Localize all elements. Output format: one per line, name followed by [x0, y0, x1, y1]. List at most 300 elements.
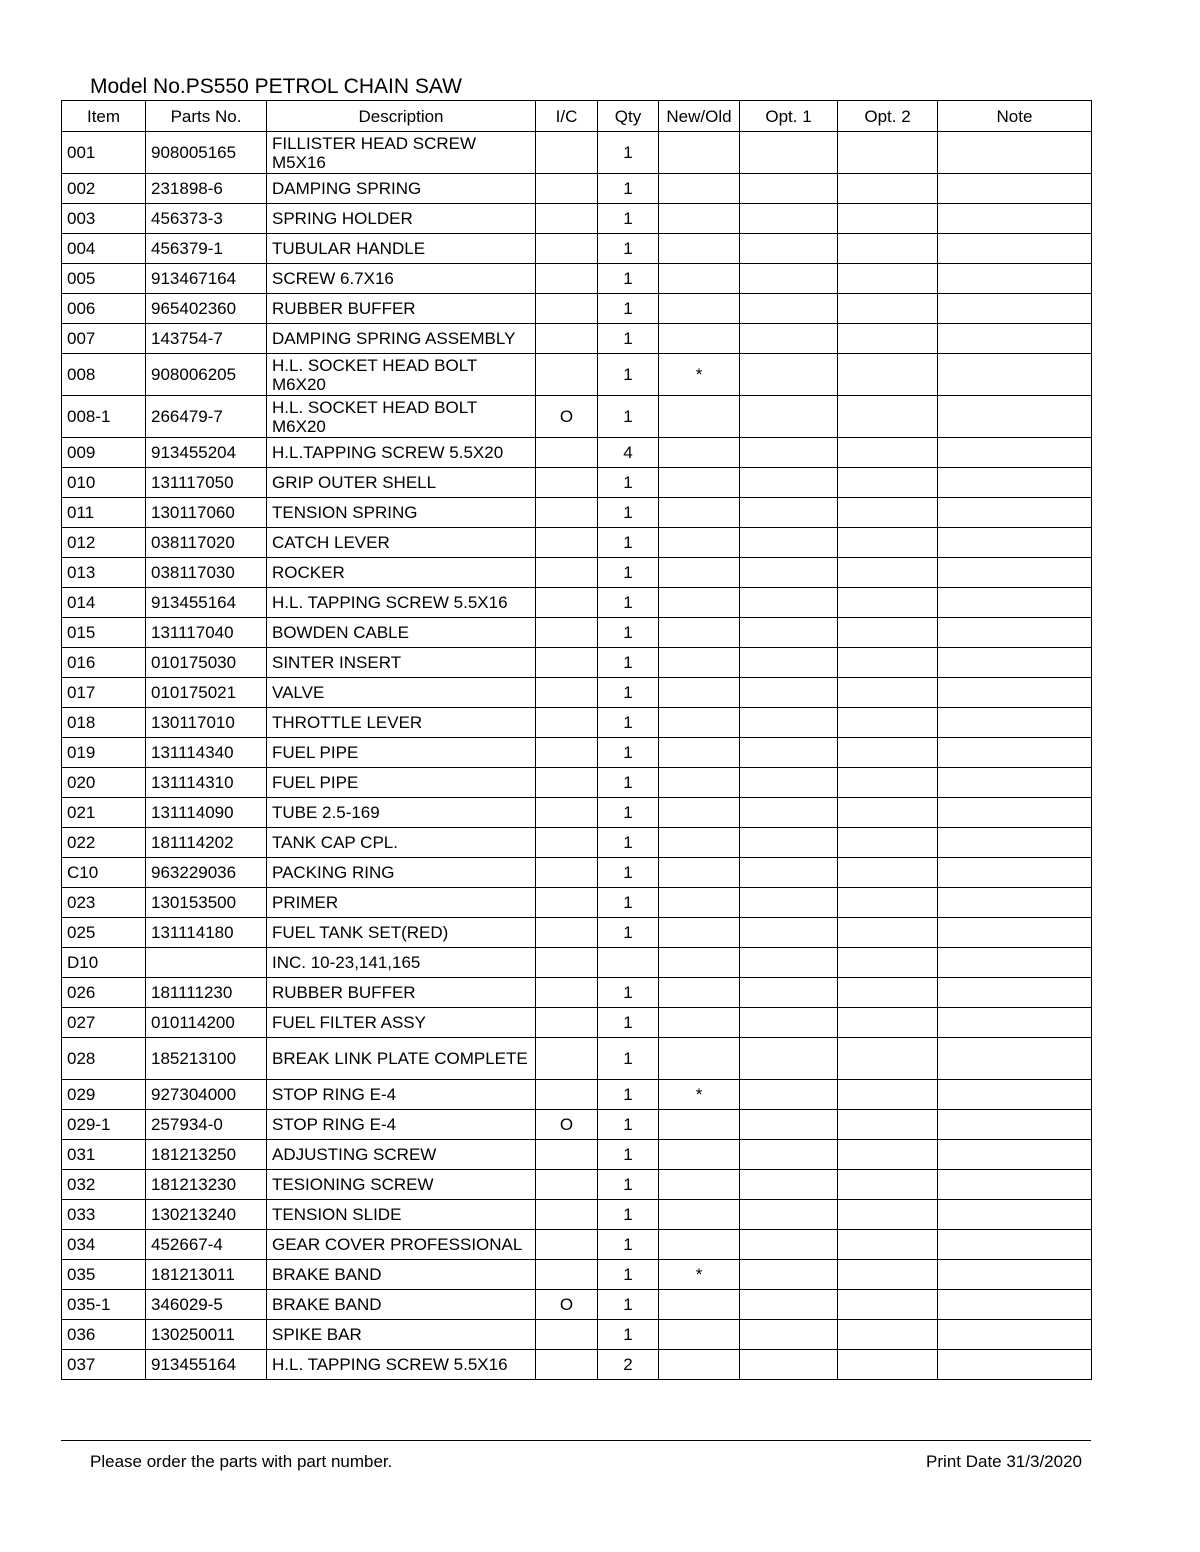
part-number-cell: 908005165	[146, 132, 267, 174]
opt2-cell	[838, 708, 938, 738]
table-row	[62, 1230, 1092, 1260]
description-cell: FUEL PIPE	[267, 738, 536, 768]
ic-cell	[536, 1080, 598, 1110]
ic-cell	[536, 828, 598, 858]
ic-cell	[536, 498, 598, 528]
ic-cell	[536, 798, 598, 828]
ic-cell	[536, 174, 598, 204]
note-cell	[938, 1080, 1092, 1110]
part-number-cell: 927304000	[146, 1080, 267, 1110]
ic-cell	[536, 324, 598, 354]
opt2-cell	[838, 1290, 938, 1320]
note-cell	[938, 324, 1092, 354]
description-cell: PACKING RING	[267, 858, 536, 888]
item-cell: 013	[62, 558, 146, 588]
new-old-cell	[659, 648, 740, 678]
part-number-cell: 456379-1	[146, 234, 267, 264]
opt2-cell	[838, 1260, 938, 1290]
description-cell: GEAR COVER PROFESSIONAL	[267, 1230, 536, 1260]
qty-cell: 1	[598, 798, 659, 828]
part-number-cell: 143754-7	[146, 324, 267, 354]
qty-cell: 1	[598, 558, 659, 588]
ic-cell	[536, 588, 598, 618]
part-number-cell: 130250011	[146, 1320, 267, 1350]
table-row	[62, 132, 1092, 174]
part-number-cell: 131117050	[146, 468, 267, 498]
ic-cell	[536, 558, 598, 588]
description-cell: H.L. TAPPING SCREW 5.5X16	[267, 588, 536, 618]
note-cell	[938, 588, 1092, 618]
table-row	[62, 708, 1092, 738]
note-cell	[938, 618, 1092, 648]
qty-cell: 1	[598, 294, 659, 324]
opt1-cell	[740, 1038, 838, 1080]
opt2-cell	[838, 204, 938, 234]
item-cell: 017	[62, 678, 146, 708]
table-row	[62, 528, 1092, 558]
description-cell: VALVE	[267, 678, 536, 708]
table-row	[62, 294, 1092, 324]
opt2-cell	[838, 588, 938, 618]
table-row	[62, 888, 1092, 918]
opt1-cell	[740, 1170, 838, 1200]
opt2-cell	[838, 1140, 938, 1170]
opt1-cell	[740, 618, 838, 648]
opt1-cell	[740, 204, 838, 234]
qty-cell: 1	[598, 1110, 659, 1140]
qty-cell: 1	[598, 918, 659, 948]
new-old-cell	[659, 468, 740, 498]
opt2-cell	[838, 1038, 938, 1080]
print-date: Print Date 31/3/2020	[926, 1452, 1082, 1471]
ic-cell	[536, 1200, 598, 1230]
note-cell	[938, 828, 1092, 858]
opt1-cell	[740, 858, 838, 888]
description-cell: RUBBER BUFFER	[267, 294, 536, 324]
ic-cell	[536, 858, 598, 888]
qty-cell: 1	[598, 528, 659, 558]
opt2-cell	[838, 174, 938, 204]
table-header-row	[62, 101, 1092, 132]
opt2-cell	[838, 948, 938, 978]
opt2-cell	[838, 1320, 938, 1350]
description-cell: FILLISTER HEAD SCREW M5X16	[267, 132, 536, 174]
opt1-cell	[740, 234, 838, 264]
opt2-cell	[838, 1110, 938, 1140]
item-cell: 020	[62, 768, 146, 798]
part-number-cell: 181111230	[146, 978, 267, 1008]
part-number-cell: 131114310	[146, 768, 267, 798]
qty-cell: 1	[598, 888, 659, 918]
opt2-cell	[838, 498, 938, 528]
opt1-cell	[740, 708, 838, 738]
description-cell: INC. 10-23,141,165	[267, 948, 536, 978]
opt2-cell	[838, 294, 938, 324]
note-cell	[938, 648, 1092, 678]
opt1-cell	[740, 498, 838, 528]
item-cell: C10	[62, 858, 146, 888]
item-cell: 027	[62, 1008, 146, 1038]
item-cell: D10	[62, 948, 146, 978]
note-cell	[938, 798, 1092, 828]
description-cell: STOP RING E-4	[267, 1080, 536, 1110]
note-cell	[938, 438, 1092, 468]
item-cell: 029-1	[62, 1110, 146, 1140]
item-cell: 034	[62, 1230, 146, 1260]
part-number-cell: 130117010	[146, 708, 267, 738]
ic-cell	[536, 264, 598, 294]
part-number-cell: 181213230	[146, 1170, 267, 1200]
description-cell: H.L.TAPPING SCREW 5.5X20	[267, 438, 536, 468]
new-old-cell: *	[659, 1260, 740, 1290]
qty-cell: 1	[598, 234, 659, 264]
new-old-cell	[659, 588, 740, 618]
note-cell	[938, 234, 1092, 264]
part-number-cell: 131117040	[146, 618, 267, 648]
qty-cell: 1	[598, 708, 659, 738]
qty-cell: 1	[598, 678, 659, 708]
part-number-cell: 010175021	[146, 678, 267, 708]
description-cell: FUEL PIPE	[267, 768, 536, 798]
description-cell: FUEL TANK SET(RED)	[267, 918, 536, 948]
column-header-description: Description	[267, 101, 536, 132]
note-cell	[938, 1038, 1092, 1080]
opt1-cell	[740, 1200, 838, 1230]
note-cell	[938, 1320, 1092, 1350]
item-cell: 021	[62, 798, 146, 828]
ic-cell	[536, 1260, 598, 1290]
note-cell	[938, 1110, 1092, 1140]
note-cell	[938, 678, 1092, 708]
description-cell: TANK CAP CPL.	[267, 828, 536, 858]
new-old-cell	[659, 948, 740, 978]
item-cell: 018	[62, 708, 146, 738]
table-row	[62, 324, 1092, 354]
ic-cell	[536, 978, 598, 1008]
description-cell: TUBULAR HANDLE	[267, 234, 536, 264]
ic-cell	[536, 1170, 598, 1200]
column-header-opt2: Opt. 2	[838, 101, 938, 132]
note-cell	[938, 174, 1092, 204]
table-row	[62, 588, 1092, 618]
column-header-opt1: Opt. 1	[740, 101, 838, 132]
opt1-cell	[740, 918, 838, 948]
opt1-cell	[740, 264, 838, 294]
description-cell: RUBBER BUFFER	[267, 978, 536, 1008]
qty-cell: 1	[598, 618, 659, 648]
description-cell: BREAK LINK PLATE COMPLETE	[267, 1038, 536, 1080]
ic-cell	[536, 618, 598, 648]
new-old-cell	[659, 498, 740, 528]
ic-cell	[536, 354, 598, 396]
item-cell: 002	[62, 174, 146, 204]
opt1-cell	[740, 678, 838, 708]
opt2-cell	[838, 438, 938, 468]
column-header-parts-no: Parts No.	[146, 101, 267, 132]
item-cell: 019	[62, 738, 146, 768]
opt2-cell	[838, 1350, 938, 1380]
qty-cell: 1	[598, 1320, 659, 1350]
description-cell: THROTTLE LEVER	[267, 708, 536, 738]
opt2-cell	[838, 888, 938, 918]
note-cell	[938, 1170, 1092, 1200]
item-cell: 008	[62, 354, 146, 396]
note-cell	[938, 858, 1092, 888]
new-old-cell	[659, 1110, 740, 1140]
note-cell	[938, 768, 1092, 798]
description-cell: SPIKE BAR	[267, 1320, 536, 1350]
opt1-cell	[740, 132, 838, 174]
ic-cell	[536, 948, 598, 978]
part-number-cell: 913455164	[146, 588, 267, 618]
column-header-ic: I/C	[536, 101, 598, 132]
table-row	[62, 858, 1092, 888]
table-row	[62, 204, 1092, 234]
opt1-cell	[740, 1080, 838, 1110]
opt1-cell	[740, 1320, 838, 1350]
description-cell: BRAKE BAND	[267, 1290, 536, 1320]
item-cell: 029	[62, 1080, 146, 1110]
parts-table	[61, 100, 1092, 1380]
table-row	[62, 1350, 1092, 1380]
qty-cell: 1	[598, 1170, 659, 1200]
description-cell: SCREW 6.7X16	[267, 264, 536, 294]
opt1-cell	[740, 1350, 838, 1380]
ic-cell	[536, 768, 598, 798]
new-old-cell	[659, 324, 740, 354]
opt1-cell	[740, 798, 838, 828]
qty-cell: 1	[598, 468, 659, 498]
table-row	[62, 678, 1092, 708]
note-cell	[938, 918, 1092, 948]
description-cell: TESIONING SCREW	[267, 1170, 536, 1200]
part-number-cell: 181114202	[146, 828, 267, 858]
item-cell: 023	[62, 888, 146, 918]
column-header-note: Note	[938, 101, 1092, 132]
new-old-cell	[659, 1230, 740, 1260]
opt2-cell	[838, 528, 938, 558]
note-cell	[938, 948, 1092, 978]
qty-cell: 1	[598, 498, 659, 528]
table-row	[62, 648, 1092, 678]
new-old-cell	[659, 174, 740, 204]
table-row	[62, 354, 1092, 396]
ic-cell	[536, 1038, 598, 1080]
part-number-cell: 257934-0	[146, 1110, 267, 1140]
ic-cell	[536, 294, 598, 324]
item-cell: 025	[62, 918, 146, 948]
note-cell	[938, 1350, 1092, 1380]
new-old-cell	[659, 858, 740, 888]
opt1-cell	[740, 1110, 838, 1140]
qty-cell: 1	[598, 354, 659, 396]
ic-cell	[536, 738, 598, 768]
opt2-cell	[838, 468, 938, 498]
description-cell: SINTER INSERT	[267, 648, 536, 678]
item-cell: 026	[62, 978, 146, 1008]
part-number-cell: 130117060	[146, 498, 267, 528]
description-cell: DAMPING SPRING ASSEMBLY	[267, 324, 536, 354]
item-cell: 032	[62, 1170, 146, 1200]
qty-cell: 4	[598, 438, 659, 468]
item-cell: 035-1	[62, 1290, 146, 1320]
note-cell	[938, 1200, 1092, 1230]
opt2-cell	[838, 738, 938, 768]
item-cell: 028	[62, 1038, 146, 1080]
table-row	[62, 1008, 1092, 1038]
table-row	[62, 234, 1092, 264]
ic-cell	[536, 1350, 598, 1380]
table-row	[62, 1290, 1092, 1320]
table-row	[62, 1320, 1092, 1350]
opt2-cell	[838, 1200, 938, 1230]
qty-cell: 1	[598, 1290, 659, 1320]
new-old-cell	[659, 618, 740, 648]
new-old-cell	[659, 918, 740, 948]
new-old-cell	[659, 978, 740, 1008]
note-cell	[938, 558, 1092, 588]
ic-cell	[536, 204, 598, 234]
new-old-cell	[659, 294, 740, 324]
ic-cell	[536, 1140, 598, 1170]
qty-cell: 1	[598, 768, 659, 798]
opt2-cell	[838, 354, 938, 396]
note-cell	[938, 1008, 1092, 1038]
ic-cell	[536, 468, 598, 498]
table-row	[62, 1170, 1092, 1200]
new-old-cell	[659, 708, 740, 738]
new-old-cell: *	[659, 1080, 740, 1110]
item-cell: 009	[62, 438, 146, 468]
item-cell: 001	[62, 132, 146, 174]
part-number-cell: 181213011	[146, 1260, 267, 1290]
note-cell	[938, 1230, 1092, 1260]
qty-cell: 1	[598, 1008, 659, 1038]
description-cell: H.L. TAPPING SCREW 5.5X16	[267, 1350, 536, 1380]
item-cell: 012	[62, 528, 146, 558]
qty-cell: 1	[598, 264, 659, 294]
item-cell: 003	[62, 204, 146, 234]
part-number-cell: 038117030	[146, 558, 267, 588]
table-row	[62, 498, 1092, 528]
opt1-cell	[740, 1008, 838, 1038]
opt2-cell	[838, 1008, 938, 1038]
part-number-cell: 181213250	[146, 1140, 267, 1170]
table-row	[62, 828, 1092, 858]
opt2-cell	[838, 1170, 938, 1200]
opt1-cell	[740, 1140, 838, 1170]
ic-cell	[536, 648, 598, 678]
qty-cell: 1	[598, 174, 659, 204]
qty-cell: 2	[598, 1350, 659, 1380]
item-cell: 036	[62, 1320, 146, 1350]
table-row	[62, 798, 1092, 828]
opt2-cell	[838, 768, 938, 798]
note-cell	[938, 204, 1092, 234]
ic-cell	[536, 1320, 598, 1350]
ic-cell: O	[536, 396, 598, 438]
note-cell	[938, 888, 1092, 918]
qty-cell: 1	[598, 1200, 659, 1230]
note-cell	[938, 1260, 1092, 1290]
item-cell: 031	[62, 1140, 146, 1170]
new-old-cell	[659, 828, 740, 858]
part-number-cell: 131114090	[146, 798, 267, 828]
column-header-item: Item	[62, 101, 146, 132]
ic-cell	[536, 678, 598, 708]
item-cell: 022	[62, 828, 146, 858]
ic-cell	[536, 438, 598, 468]
item-cell: 006	[62, 294, 146, 324]
item-cell: 033	[62, 1200, 146, 1230]
part-number-cell: 963229036	[146, 858, 267, 888]
opt1-cell	[740, 828, 838, 858]
note-cell	[938, 528, 1092, 558]
new-old-cell	[659, 1038, 740, 1080]
description-cell: TUBE 2.5-169	[267, 798, 536, 828]
table-row	[62, 438, 1092, 468]
new-old-cell	[659, 528, 740, 558]
note-cell	[938, 738, 1092, 768]
new-old-cell: *	[659, 354, 740, 396]
table-row	[62, 1080, 1092, 1110]
ic-cell: O	[536, 1110, 598, 1140]
qty-cell: 1	[598, 132, 659, 174]
item-cell: 037	[62, 1350, 146, 1380]
opt2-cell	[838, 558, 938, 588]
new-old-cell	[659, 396, 740, 438]
qty-cell: 1	[598, 1140, 659, 1170]
qty-cell: 1	[598, 738, 659, 768]
ic-cell	[536, 708, 598, 738]
part-number-cell: 038117020	[146, 528, 267, 558]
ic-cell: O	[536, 1290, 598, 1320]
table-row	[62, 1200, 1092, 1230]
opt2-cell	[838, 798, 938, 828]
part-number-cell: 131114180	[146, 918, 267, 948]
table-row	[62, 978, 1092, 1008]
qty-cell: 1	[598, 828, 659, 858]
opt1-cell	[740, 888, 838, 918]
description-cell: TENSION SLIDE	[267, 1200, 536, 1230]
opt1-cell	[740, 468, 838, 498]
qty-cell: 1	[598, 324, 659, 354]
table-row	[62, 948, 1092, 978]
qty-cell	[598, 948, 659, 978]
opt1-cell	[740, 174, 838, 204]
ic-cell	[536, 1008, 598, 1038]
part-number-cell: 456373-3	[146, 204, 267, 234]
item-cell: 010	[62, 468, 146, 498]
description-cell: ROCKER	[267, 558, 536, 588]
item-cell: 014	[62, 588, 146, 618]
new-old-cell	[659, 738, 740, 768]
part-number-cell: 130213240	[146, 1200, 267, 1230]
opt2-cell	[838, 648, 938, 678]
new-old-cell	[659, 438, 740, 468]
qty-cell: 1	[598, 978, 659, 1008]
part-number-cell	[146, 948, 267, 978]
part-number-cell: 266479-7	[146, 396, 267, 438]
qty-cell: 1	[598, 588, 659, 618]
opt1-cell	[740, 588, 838, 618]
ic-cell	[536, 234, 598, 264]
part-number-cell: 185213100	[146, 1038, 267, 1080]
new-old-cell	[659, 264, 740, 294]
opt1-cell	[740, 396, 838, 438]
ic-cell	[536, 1230, 598, 1260]
opt2-cell	[838, 918, 938, 948]
